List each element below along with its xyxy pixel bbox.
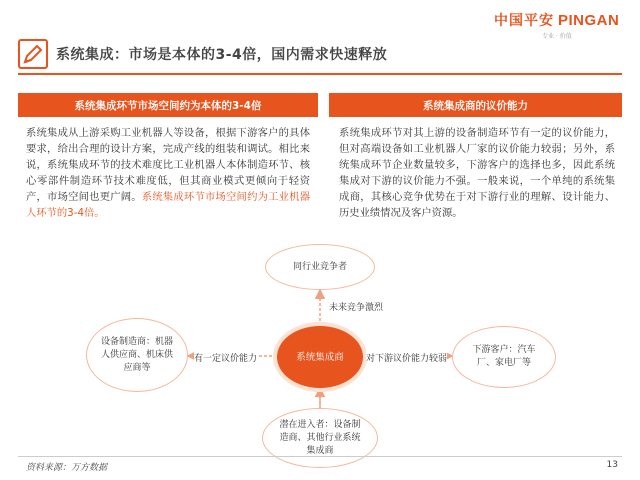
pingan-logo <box>494 10 634 40</box>
node-competitors: 同行业竞争者 <box>265 244 375 290</box>
brand-slogan: 专业 · 价值 <box>542 33 572 40</box>
page-number: 13 <box>606 460 618 470</box>
title-divider <box>18 73 622 75</box>
left-panel-heading: 系统集成环节市场空间约为本体的3-4倍 <box>18 93 318 117</box>
brand-en: PINGAN <box>558 12 620 29</box>
footer-divider <box>18 456 622 457</box>
pencil-icon <box>18 39 48 69</box>
edge-label-left: 有一定议价能力 <box>194 351 257 364</box>
left-panel-body <box>26 125 310 221</box>
brand-cn: 中国平安 <box>494 13 554 29</box>
right-panel-body: 系统集成环节对其上游的设备制造环节有一定的议价能力，但对高端设备如工业机器人厂家的议价能力较弱；另外，系统集成环节企业数量较多，下游客户的选择也多，因此系统集成对下游的议价能力不强。一般来说，一个单纯的系统集成商，其核心竞争优势在于对下游行业的理解、设计能力、历史业绩情况及客户资源。 <box>339 127 615 219</box>
title-row <box>18 37 622 71</box>
node-new-entrants: 潜在进入者：设备制造商、其他行业系统集成商 <box>262 408 378 468</box>
source-note: 资料来源：万方数据 <box>26 463 108 473</box>
value-chain-diagram <box>0 238 640 460</box>
node-system-integrator: 系统集成商 <box>277 326 363 388</box>
page-title: 系统集成：市场是本体的3-4倍，国内需求快速释放 <box>56 47 388 63</box>
node-suppliers: 设备制造商：机器人供应商、机床供应商等 <box>86 318 188 392</box>
edge-label-top: 未来竞争激烈 <box>329 300 383 313</box>
node-customers: 下游客户：汽车厂、家电厂等 <box>452 326 556 388</box>
right-panel-heading: 系统集成商的议价能力 <box>329 93 622 117</box>
left-panel-text: 系统集成从上游采购工业机器人等设备，根据下游客户的具体要求，给出合理的设计方案，完成产线的组装和调试。相比来说，系统集成环节的技术难度比工业机器人本体制造环节、核心零部件制造环节技术难度低，但其商业模式更倾向于轻资产，市场空间也更广阔。 <box>26 127 310 203</box>
edge-label-right: 对下游议价能力较弱 <box>366 351 447 364</box>
left-panel-highlight: 系统集成环节市场空间约为工业机器人环节的3-4倍。 <box>26 191 311 219</box>
